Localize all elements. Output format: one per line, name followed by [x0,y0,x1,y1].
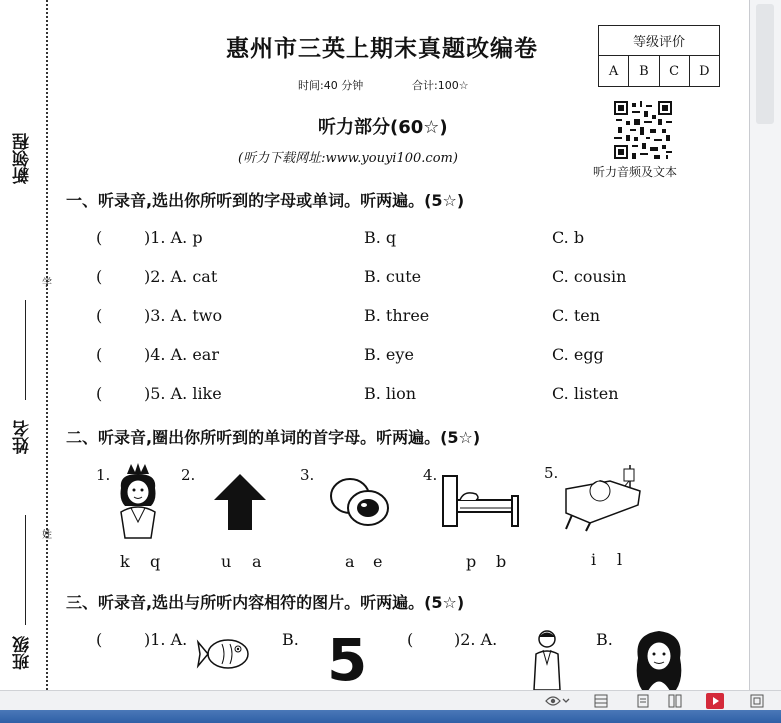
grade-c: C [660,56,690,86]
viewer-status-bar [0,690,781,711]
option-a: )5. A. like [144,384,222,403]
section-2-heading: 二、听录音,圈出你所听到的单词的首字母。听两遍。(5☆) [66,428,481,447]
option-c: C. ten [552,306,601,325]
option-a: )2. A. cat [144,267,218,286]
class-underline [25,515,26,625]
section-3-heading: 三、听录音,选出与所听内容相符的图片。听两遍。(5☆) [66,593,465,612]
scroll-thumb[interactable] [756,4,774,124]
answer-paren[interactable]: ( [407,630,414,649]
item-number: 1. [96,466,111,484]
bed-picture [440,472,522,530]
answer-paren[interactable]: ( [96,306,103,325]
grade-b: B [629,56,659,86]
single-page-icon[interactable] [632,693,654,709]
margin-small-text-2: 姓 [42,530,52,541]
option-a: )2. A. [454,630,498,649]
taskbar-edge [0,710,781,723]
answer-paren[interactable]: ( [96,228,103,247]
two-page-icon[interactable] [664,693,686,709]
page-number: 5 [327,626,368,690]
answer-paren[interactable]: ( [96,384,103,403]
chevron-down-icon[interactable] [560,693,572,709]
option-b: B. q [364,228,397,247]
option-c: C. egg [552,345,604,364]
part-title: 听力部分(60☆) [318,117,448,138]
option-b: B. lion [364,384,417,403]
letter-option[interactable]: a [345,552,355,571]
name-label: 姓名 [13,420,33,454]
play-icon[interactable] [704,693,726,709]
option-c: C. listen [552,384,619,403]
qr-caption: 听力音频及文本 [593,165,678,179]
letter-option[interactable]: l [617,550,623,569]
margin-small-text: 学 [42,278,52,289]
qr-code-icon [614,101,672,159]
answer-paren[interactable]: ( [96,345,103,364]
option-b: B. eye [364,345,414,364]
grade-box [598,25,720,87]
fullscreen-icon[interactable] [746,693,768,709]
class-label: 班级 [13,636,33,670]
option-c: C. b [552,228,585,247]
fish-picture [196,634,252,674]
grade-d: D [699,63,710,79]
binding-dotted-line [46,0,48,690]
answer-paren[interactable]: ( [96,267,103,286]
name-underline [25,300,26,400]
vertical-scrollbar[interactable] [749,0,781,690]
item-number: 2. [181,466,196,484]
option-a: )1. A. [144,630,188,649]
option-b: B. [282,630,299,649]
letter-option[interactable]: q [150,552,161,571]
answer-paren[interactable]: ( [96,630,103,649]
girl-picture [632,628,686,690]
up-arrow-picture [212,472,268,532]
option-b: B. [596,630,613,649]
time-text: 时间:40 分钟 [298,79,364,92]
queen-picture [113,462,163,540]
letter-option[interactable]: p [466,552,477,571]
letter-option[interactable]: k [120,552,130,571]
letter-option[interactable]: e [373,552,383,571]
man-picture [530,628,564,690]
letter-option[interactable]: a [252,552,262,571]
option-a: )3. A. two [144,306,223,325]
item-number: 3. [300,466,315,484]
section-1-heading: 一、听录音,选出你所听到的字母或单词。听两遍。(5☆) [66,191,465,210]
letter-option[interactable]: u [221,552,232,571]
eggs-picture [328,474,390,528]
option-a: )1. A. p [144,228,203,247]
download-url: (听力下载网址:www.youyi100.com) [238,151,458,166]
total-text: 合计:100☆ [412,79,469,92]
grade-title: 等级评价 [599,26,719,56]
letter-option[interactable]: i [591,550,597,569]
item-number: 4. [423,466,438,484]
school-label: 新领程 [13,133,33,184]
item-number: 5. [544,464,559,482]
option-b: B. three [364,306,430,325]
option-a: )4. A. ear [144,345,219,364]
ill-patient-picture [560,463,644,533]
grade-a: A [599,56,629,86]
option-b: B. cute [364,267,422,286]
option-c: C. cousin [552,267,627,286]
page-title: 惠州市三英上期末真题改编卷 [226,36,538,62]
letter-option[interactable]: b [496,552,507,571]
fit-width-icon[interactable] [590,693,612,709]
